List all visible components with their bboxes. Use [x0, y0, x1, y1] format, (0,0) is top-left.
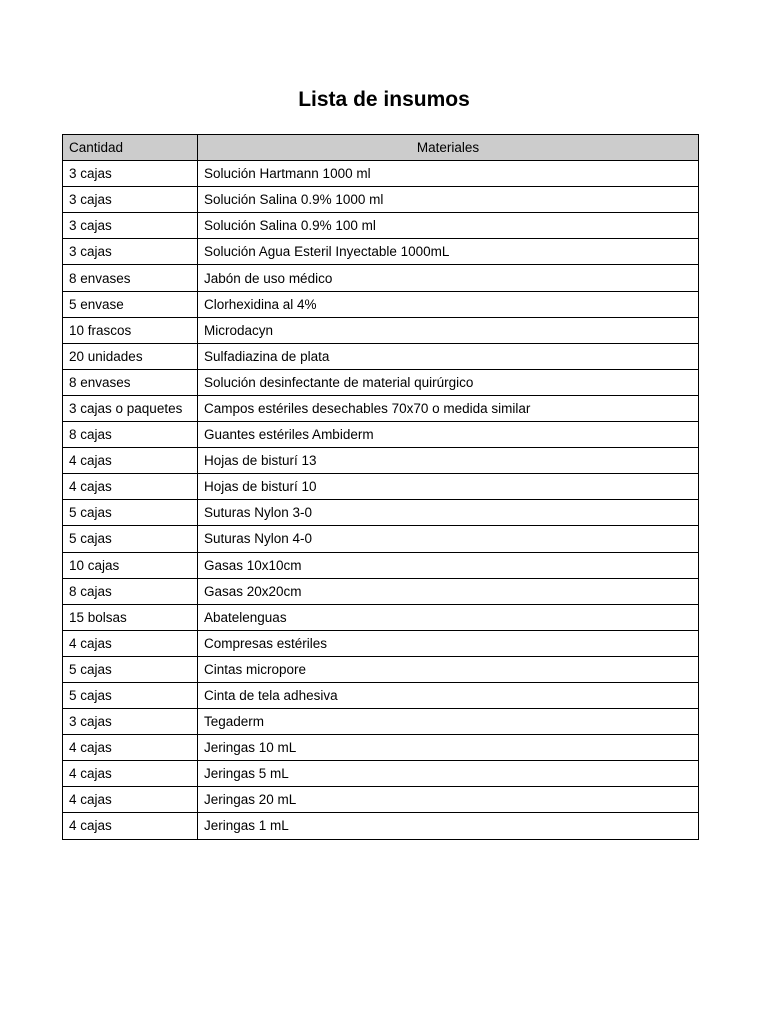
material-cell: Solución Salina 0.9% 1000 ml [198, 187, 699, 213]
material-cell: Compresas estériles [198, 630, 699, 656]
quantity-cell: 3 cajas o paquetes [63, 395, 198, 421]
material-cell: Jeringas 10 mL [198, 735, 699, 761]
table-body [63, 161, 699, 839]
quantity-cell: 5 cajas [63, 526, 198, 552]
supplies-table [62, 134, 699, 840]
quantity-cell: 5 cajas [63, 682, 198, 708]
material-cell: Jabón de uso médico [198, 265, 699, 291]
material-cell: Campos estériles desechables 70x70 o medida similar [198, 395, 699, 421]
material-cell: Solución desinfectante de material quirúrgico [198, 369, 699, 395]
quantity-cell: 5 cajas [63, 656, 198, 682]
material-cell: Suturas Nylon 4-0 [198, 526, 699, 552]
quantity-cell: 15 bolsas [63, 604, 198, 630]
header-row [63, 135, 699, 161]
table-row [63, 500, 699, 526]
material-cell: Microdacyn [198, 317, 699, 343]
material-cell: Cinta de tela adhesiva [198, 682, 699, 708]
quantity-cell: 4 cajas [63, 787, 198, 813]
table-header [63, 135, 699, 161]
quantity-cell: 4 cajas [63, 735, 198, 761]
table-row [63, 369, 699, 395]
table-row [63, 604, 699, 630]
table-row [63, 291, 699, 317]
table-row [63, 161, 699, 187]
table-row [63, 448, 699, 474]
material-cell: Solución Salina 0.9% 100 ml [198, 213, 699, 239]
table-row [63, 813, 699, 839]
quantity-cell: 4 cajas [63, 813, 198, 839]
table-row [63, 787, 699, 813]
table-row [63, 682, 699, 708]
table-row [63, 422, 699, 448]
table-row [63, 213, 699, 239]
material-cell: Solución Agua Esteril Inyectable 1000mL [198, 239, 699, 265]
quantity-cell: 5 cajas [63, 500, 198, 526]
table-row [63, 187, 699, 213]
quantity-cell: 5 envase [63, 291, 198, 317]
table-row [63, 343, 699, 369]
quantity-cell: 4 cajas [63, 630, 198, 656]
page-title: Lista de insumos [298, 88, 470, 111]
table-row [63, 709, 699, 735]
material-cell: Cintas micropore [198, 656, 699, 682]
quantity-cell: 4 cajas [63, 474, 198, 500]
material-cell: Gasas 10x10cm [198, 552, 699, 578]
table-row [63, 578, 699, 604]
material-cell: Gasas 20x20cm [198, 578, 699, 604]
material-cell: Guantes estériles Ambiderm [198, 422, 699, 448]
table-row [63, 395, 699, 421]
quantity-cell: 10 cajas [63, 552, 198, 578]
table-row [63, 656, 699, 682]
table-row [63, 735, 699, 761]
table-row [63, 474, 699, 500]
table-row [63, 761, 699, 787]
quantity-cell: 8 envases [63, 369, 198, 395]
quantity-cell: 4 cajas [63, 448, 198, 474]
material-cell: Suturas Nylon 3-0 [198, 500, 699, 526]
quantity-cell: 20 unidades [63, 343, 198, 369]
material-cell: Jeringas 1 mL [198, 813, 699, 839]
quantity-cell: 8 envases [63, 265, 198, 291]
material-cell: Jeringas 20 mL [198, 787, 699, 813]
material-cell: Clorhexidina al 4% [198, 291, 699, 317]
table-row [63, 630, 699, 656]
material-cell: Hojas de bisturí 10 [198, 474, 699, 500]
quantity-cell: 3 cajas [63, 239, 198, 265]
quantity-cell: 8 cajas [63, 422, 198, 448]
quantity-cell: 4 cajas [63, 761, 198, 787]
quantity-cell: 10 frascos [63, 317, 198, 343]
material-cell: Abatelenguas [198, 604, 699, 630]
table-row [63, 526, 699, 552]
table-row [63, 265, 699, 291]
table-row [63, 552, 699, 578]
materials-column-header: Materiales [198, 135, 699, 161]
table-row [63, 317, 699, 343]
quantity-cell: 3 cajas [63, 161, 198, 187]
quantity-cell: 3 cajas [63, 187, 198, 213]
quantity-cell: 3 cajas [63, 709, 198, 735]
material-cell: Jeringas 5 mL [198, 761, 699, 787]
quantity-column-header: Cantidad [63, 135, 198, 161]
material-cell: Tegaderm [198, 709, 699, 735]
material-cell: Solución Hartmann 1000 ml [198, 161, 699, 187]
quantity-cell: 3 cajas [63, 213, 198, 239]
quantity-cell: 8 cajas [63, 578, 198, 604]
material-cell: Sulfadiazina de plata [198, 343, 699, 369]
material-cell: Hojas de bisturí 13 [198, 448, 699, 474]
table-row [63, 239, 699, 265]
